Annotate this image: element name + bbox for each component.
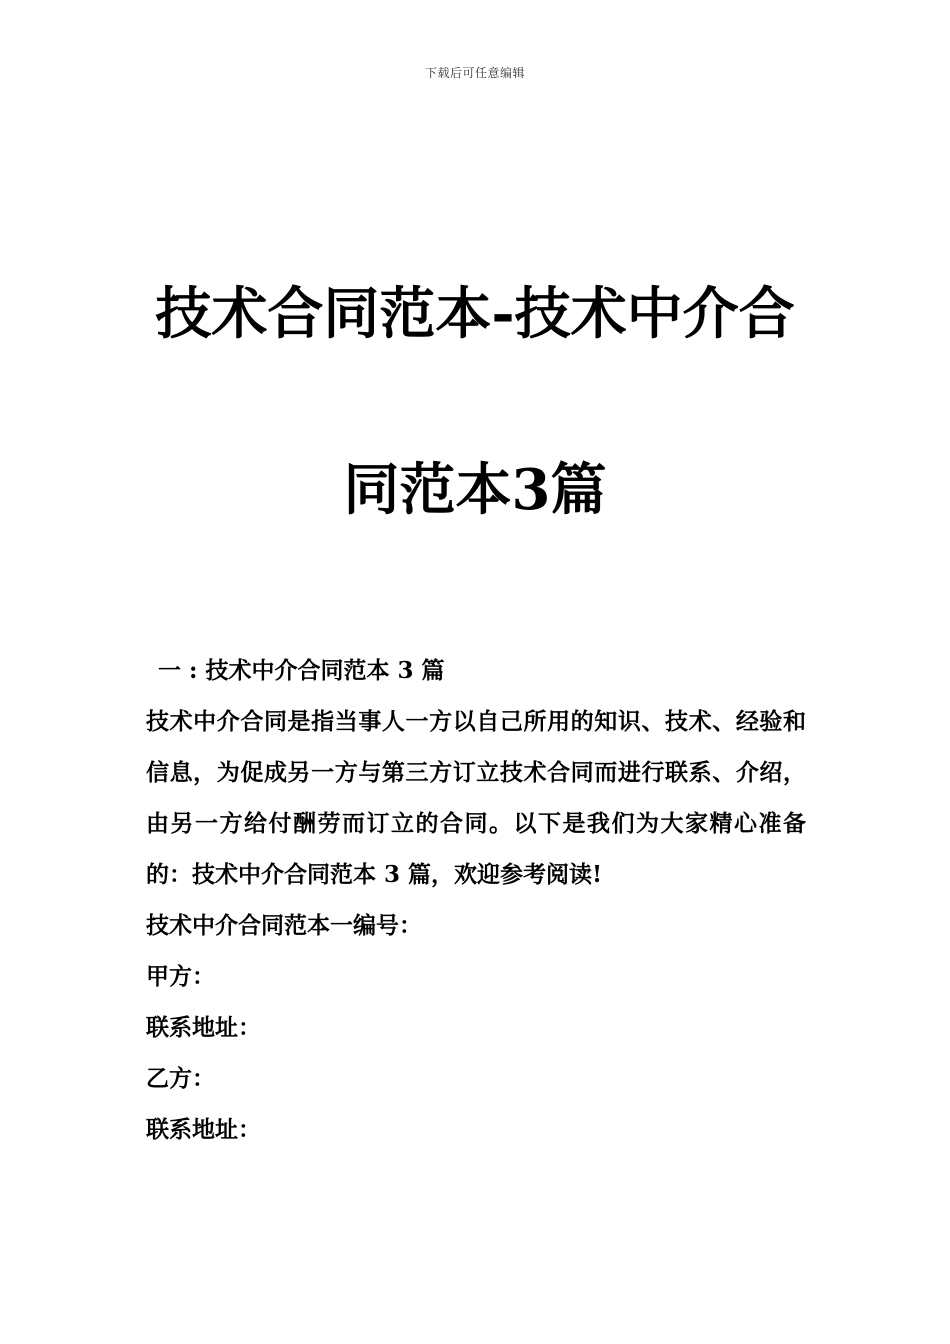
party-a-address-field: 联系地址： (146, 1014, 261, 1041)
intro-paragraph: 技术中介合同是指当事人一方以自己所用的知识、技术、经验和信息，为促成另一方与第三方订立技术合同而进行联系、介绍，由另一方给付酬劳而订立的合同。以下是我们为大家精心准备的：技术中介合同范本 3 篇，欢迎参考阅读! (146, 708, 806, 888)
section-heading: 一 : 技术中介合同范本 3 篇 (158, 657, 445, 684)
party-b-field: 乙方： (146, 1065, 215, 1092)
contract-number-field: 技术中介合同范本一编号： (146, 912, 422, 939)
document-body (146, 645, 806, 1155)
header-note: 下载后可任意编辑 (424, 66, 525, 80)
party-a-field: 甲方： (146, 963, 215, 990)
document-title-line-1: 技术合同范本-技术中介合 (155, 281, 795, 347)
document-title-line-2: 同范本3篇 (343, 457, 607, 523)
party-b-address-field: 联系地址： (146, 1116, 261, 1143)
